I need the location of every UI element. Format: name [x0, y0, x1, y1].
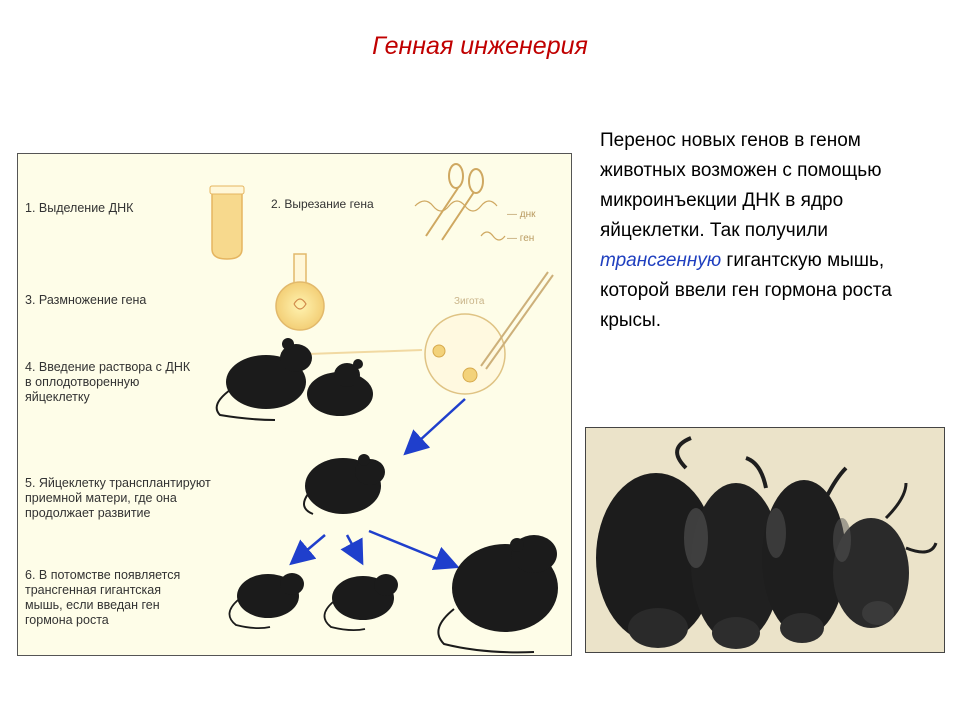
test-tube-icon [210, 186, 244, 259]
paragraph-text-end: гигантскую мышь, которой ввели ген гормона роста крысы. [600, 250, 892, 331]
paragraph-text-start: Перенос новых генов в геном животных возможен с помощью микроинъекции ДНК в ядро яйцеклетки. Так получили [600, 130, 882, 241]
gene-engineering-diagram [17, 153, 572, 656]
surrogate-mouse-icon [304, 454, 385, 514]
step-2-label: 2. Вырезание гена [271, 197, 378, 212]
dna-label: — днк [507, 209, 536, 220]
step-3-label: 3. Размножение гена [25, 293, 147, 307]
scissors-icon [415, 164, 505, 240]
mice-photo-drawing [586, 428, 944, 652]
flask-icon [276, 254, 324, 330]
step-6-label: 6. В потомстве появляется трансгенная гигантская мышь, если введан ген гормона роста [25, 568, 183, 628]
zygote-label: Зигота [454, 296, 485, 307]
transgenic-highlight: трансгенную [600, 250, 722, 271]
description-paragraph [600, 126, 940, 336]
gene-label: — ген [507, 233, 535, 244]
mouse-pair-icon [217, 338, 373, 420]
step-5-label: 5. Яйцеклетку трансплантируют приемной матери, где она продолжает развитие [25, 476, 214, 521]
offspring-mouse-icon [229, 573, 398, 630]
step-1-label: 1. Выделение ДНК [25, 201, 134, 215]
mice-photo [585, 427, 945, 653]
step-4-label: 4. Введение раствора с ДНК в оплодотворенную яйцеклетку [25, 360, 193, 405]
giant-mouse-icon [438, 535, 558, 652]
slide-title: Генная инженерия [372, 32, 588, 60]
